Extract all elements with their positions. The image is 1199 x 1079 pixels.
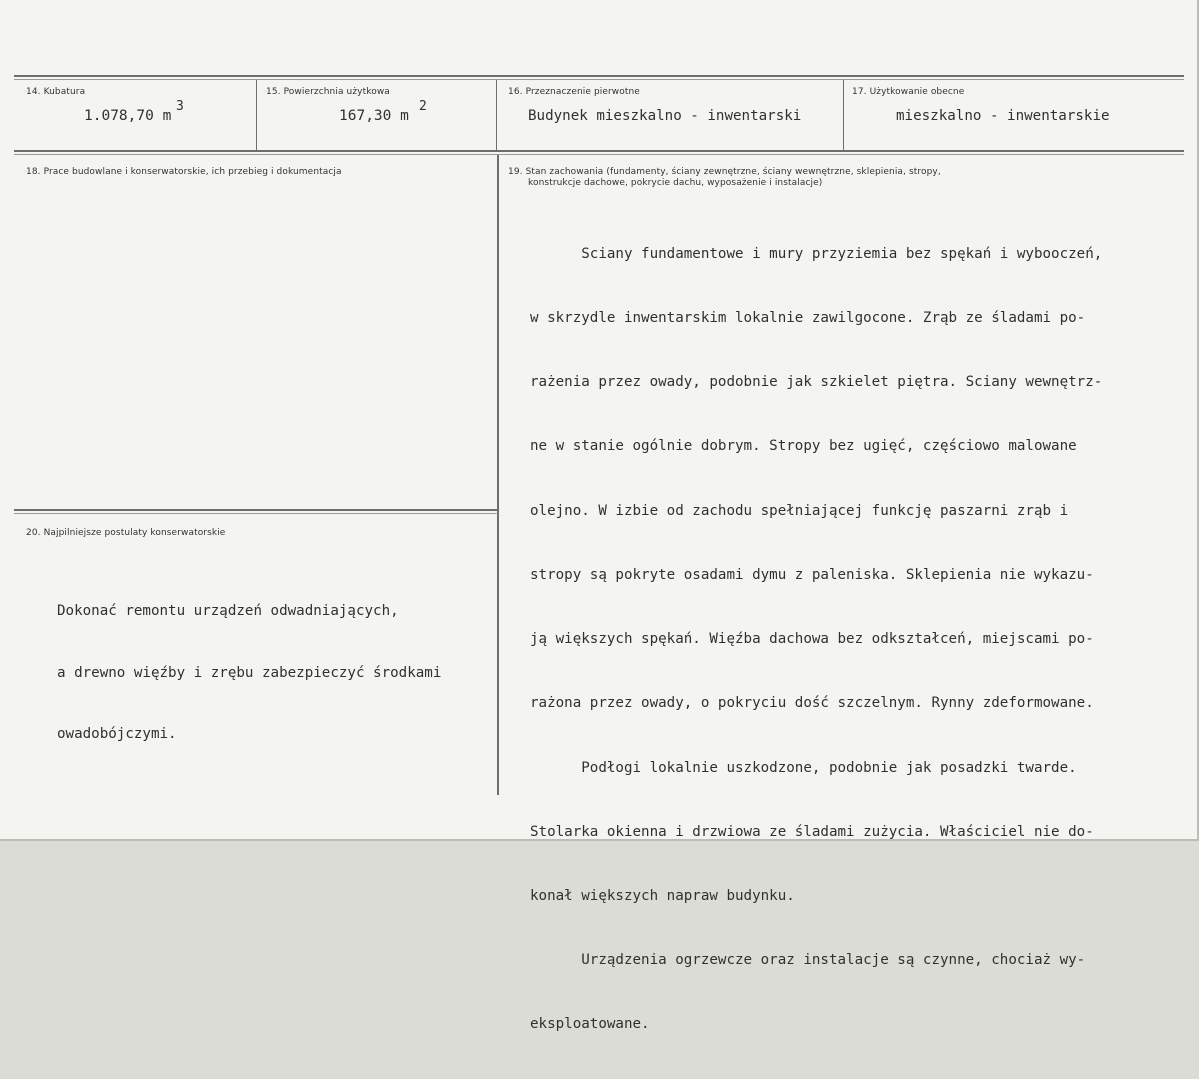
field-19-line: ne w stanie ogólnie dobrym. Stropy bez ugięć, częściowo malowane	[530, 438, 1077, 455]
section-18-20-rule	[14, 509, 498, 511]
field-20-text	[57, 560, 497, 786]
field-17-value: mieszkalno - inwentarskie	[896, 108, 1110, 124]
field-15-value: 167,30 m	[339, 108, 409, 124]
row1-bottom-rule-thin	[14, 154, 1184, 155]
field-14-unit-exponent: 3	[176, 99, 184, 114]
top-rule-thin	[14, 79, 1184, 80]
divider-14-15	[256, 80, 257, 151]
field-19-line: olejno. W izbie od zachodu spełniającej funkcję paszarni zrąb i	[530, 502, 1069, 519]
main-column-divider	[497, 155, 499, 795]
top-rule	[14, 75, 1184, 77]
field-16-label: 16. Przeznaczenie pierwotne	[508, 87, 640, 97]
divider-16-17	[843, 80, 844, 151]
field-19-line: Urządzenia ogrzewcze oraz instalacje są czynne, chociaż wy-	[530, 952, 1086, 969]
field-19-line: Sciany fundamentowe i mury przyziemia bez spękań i wybooczeń,	[530, 245, 1103, 262]
field-19-line: Stolarka okienna i drzwiowa ze śladami zużycia. Właściciel nie do-	[530, 823, 1094, 840]
field-19-line: rażenia przez owady, podobnie jak szkielet piętra. Sciany wewnętrz-	[530, 374, 1103, 391]
field-19-label-line1: 19. Stan zachowania (fundamenty, ściany zewnętrzne, ściany wewnętrzne, sklepienia, stropy,	[508, 167, 941, 177]
field-19-line: konał większych napraw budynku.	[530, 888, 795, 904]
field-20-line: Dokonać remontu urządzeń odwadniających,	[57, 603, 399, 619]
divider-15-16	[496, 80, 497, 151]
field-19-text	[530, 201, 1102, 1079]
field-14-value: 1.078,70 m	[84, 108, 172, 124]
field-18-label: 18. Prace budowlane i konserwatorskie, ich przebieg i dokumentacja	[26, 167, 342, 177]
field-15-unit-exponent: 2	[419, 99, 427, 114]
field-20-line: a drewno więźby i zrębu zabezpieczyć środkami	[57, 664, 442, 681]
section-18-20-rule-thin	[14, 513, 498, 514]
field-14-label: 14. Kubatura	[26, 87, 86, 97]
field-15-label: 15. Powierzchnia użytkowa	[266, 87, 390, 97]
field-19-line: ją większych spękań. Więźba dachowa bez odkształceń, miejscami po-	[530, 631, 1094, 648]
field-19-line: eksploatowane.	[530, 1016, 650, 1033]
field-19-line: w skrzydle inwentarskim lokalnie zawilgocone. Zrąb ze śladami po-	[530, 310, 1086, 327]
field-19-label-line2: konstrukcje dachowe, pokrycie dachu, wyposażenie i instalacje)	[528, 178, 823, 188]
field-19-line: rażona przez owady, o pokryciu dość szczelnym. Rynny zdeformowane.	[530, 695, 1094, 712]
field-20-label: 20. Najpilniejsze postulaty konserwatorskie	[26, 528, 226, 538]
field-16-value: Budynek mieszkalno - inwentarski	[528, 108, 802, 124]
field-19-line: stropy są pokryte osadami dymu z paleniska. Sklepienia nie wykazu-	[530, 566, 1094, 583]
field-19-line: Podłogi lokalnie uszkodzone, podobnie jak posadzki twarde.	[530, 759, 1077, 776]
field-17-label: 17. Użytkowanie obecne	[852, 87, 965, 97]
row1-bottom-rule	[14, 150, 1184, 152]
field-20-line: owadobójczymi.	[57, 726, 177, 742]
